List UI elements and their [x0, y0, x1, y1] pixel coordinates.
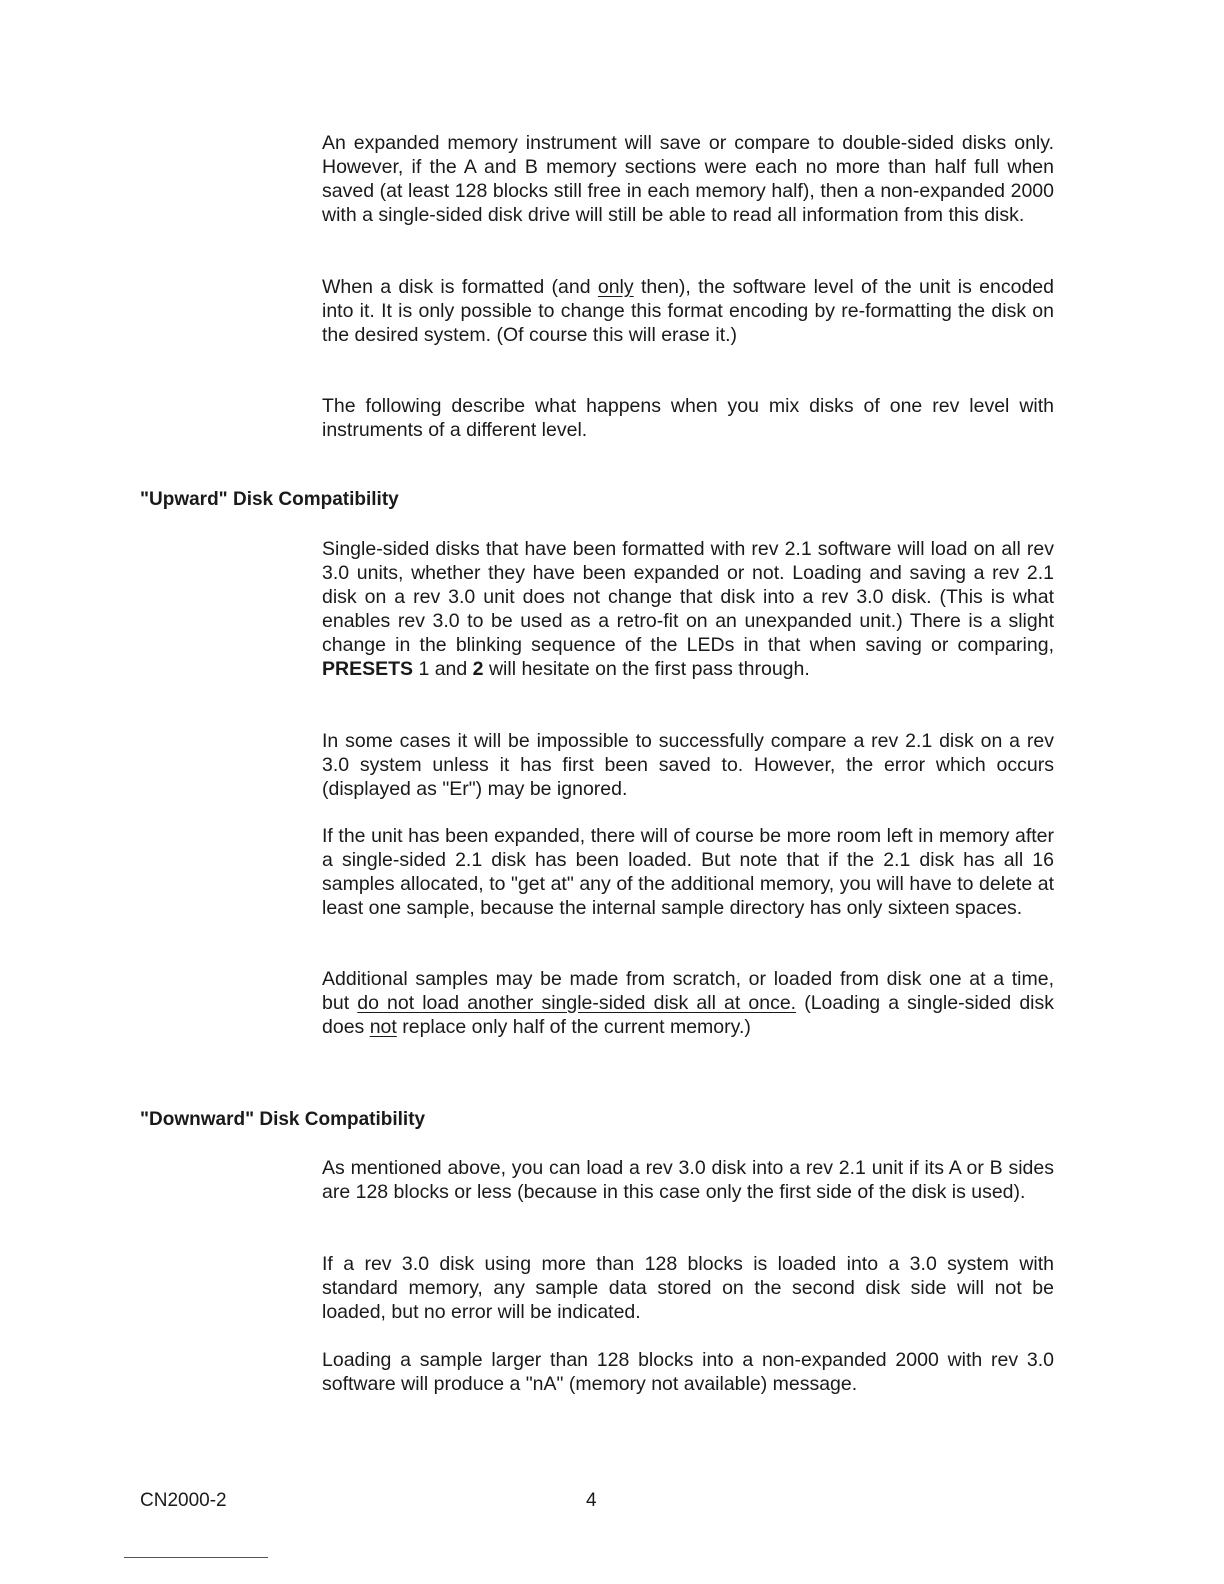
downward-paragraph-1-block	[322, 1156, 1054, 1204]
intro-paragraph-1: An expanded memory instrument will save or compare to double-sided disks only. However, if the A and B memory sections were each no more than half full when saved (at least 128 blocks still free in each memory half), then a non-expanded 2000 with a single-sided disk drive will still be able to read all information from this disk.	[322, 132, 1054, 226]
upward-p1-bold-2: 2	[472, 658, 484, 680]
footnote-rule	[124, 1557, 268, 1558]
upward-paragraph-2: In some cases it will be impossible to successfully compare a rev 2.1 disk on a rev 3.0 system unless it has first been saved to. However, the error which occurs (displayed as "Er") may be ignored.	[322, 730, 1054, 800]
upward-p1-presets: PRESETS	[322, 658, 414, 680]
intro-paragraph-2-text-b: then), the software level of the unit is encoded into it. It is only possible to change this format encoding by re-formatting the disk on the desired system. (Of course this will erase it.)	[322, 276, 1054, 346]
upward-p4-text-c: replace only half of the current memory.)	[396, 1016, 751, 1038]
intro-paragraph-2-text-a: When a disk is formatted (and	[322, 276, 598, 298]
page-number: 4	[586, 1490, 597, 1511]
document-id: CN2000-2	[140, 1490, 227, 1511]
intro-paragraph-2	[322, 275, 1054, 347]
upward-paragraph-4	[322, 967, 1054, 1039]
intro-paragraph-3-block	[322, 394, 1054, 442]
upward-paragraph-1-block	[322, 537, 1054, 681]
downward-paragraph-2: If a rev 3.0 disk using more than 128 blocks is loaded into a 3.0 system with standard memory, any sample data stored on the second disk side will not be loaded, but no error will be indicated.	[322, 1253, 1054, 1323]
upward-paragraph-4-block	[322, 967, 1054, 1039]
upward-p4-text-b: (Loading a single-sided disk does	[322, 992, 1054, 1038]
upward-p4-underlined-not: not	[369, 1016, 397, 1038]
downward-paragraph-1: As mentioned above, you can load a rev 3.0 disk into a rev 2.1 unit if its A or B sides are 128 blocks or less (because in this case only the first side of the disk is used).	[322, 1157, 1054, 1203]
intro-paragraph-3: The following describe what happens when you mix disks of one rev level with instruments of a different level.	[322, 395, 1054, 441]
upward-paragraph-2-block	[322, 729, 1054, 801]
downward-paragraph-3: Loading a sample larger than 128 blocks into a non-expanded 2000 with rev 3.0 software will produce a "nA" (memory not available) message.	[322, 1349, 1054, 1395]
downward-paragraph-2-block	[322, 1252, 1054, 1324]
intro-paragraph-2-block	[322, 275, 1054, 347]
downward-heading: "Downward" Disk Compatibility	[140, 1109, 426, 1130]
upward-paragraph-3: If the unit has been expanded, there will of course be more room left in memory after a single-sided 2.1 disk has been loaded. But note that if the 2.1 disk has all 16 samples allocated, to "get at" any of the additional memory, you will have to delete at least one sample, because the internal sample directory has only sixteen spaces.	[322, 825, 1054, 919]
upward-paragraph-1	[322, 537, 1054, 681]
upward-paragraph-3-block	[322, 824, 1054, 920]
upward-p4-underlined-warning: do not load another single-sided disk all at once.	[357, 992, 797, 1014]
upward-p4-text-a: Additional samples may be made from scratch, or loaded from disk one at a time, but	[322, 968, 1054, 1014]
upward-p1-text-c: will hesitate on the first pass through.	[483, 658, 810, 680]
upward-heading: "Upward" Disk Compatibility	[140, 489, 399, 510]
upward-p1-text-a: Single-sided disks that have been formatted with rev 2.1 software will load on all rev 3.0 units, whether they have been expanded or not. Loading and saving a rev 2.1 disk on a rev 3.0 unit does not change that disk into a rev 3.0 disk. (This is what enables rev 3.0 to be used as a retro-fit on an unexpanded unit.) There is a slight change in the blinking sequence of the LEDs in that when saving or comparing,	[322, 538, 1054, 656]
upward-p1-text-b: 1 and	[413, 658, 473, 680]
downward-paragraph-3-block	[322, 1348, 1054, 1396]
intro-paragraph-2-underlined: only	[597, 276, 634, 298]
intro-paragraph-1-block	[322, 131, 1054, 227]
